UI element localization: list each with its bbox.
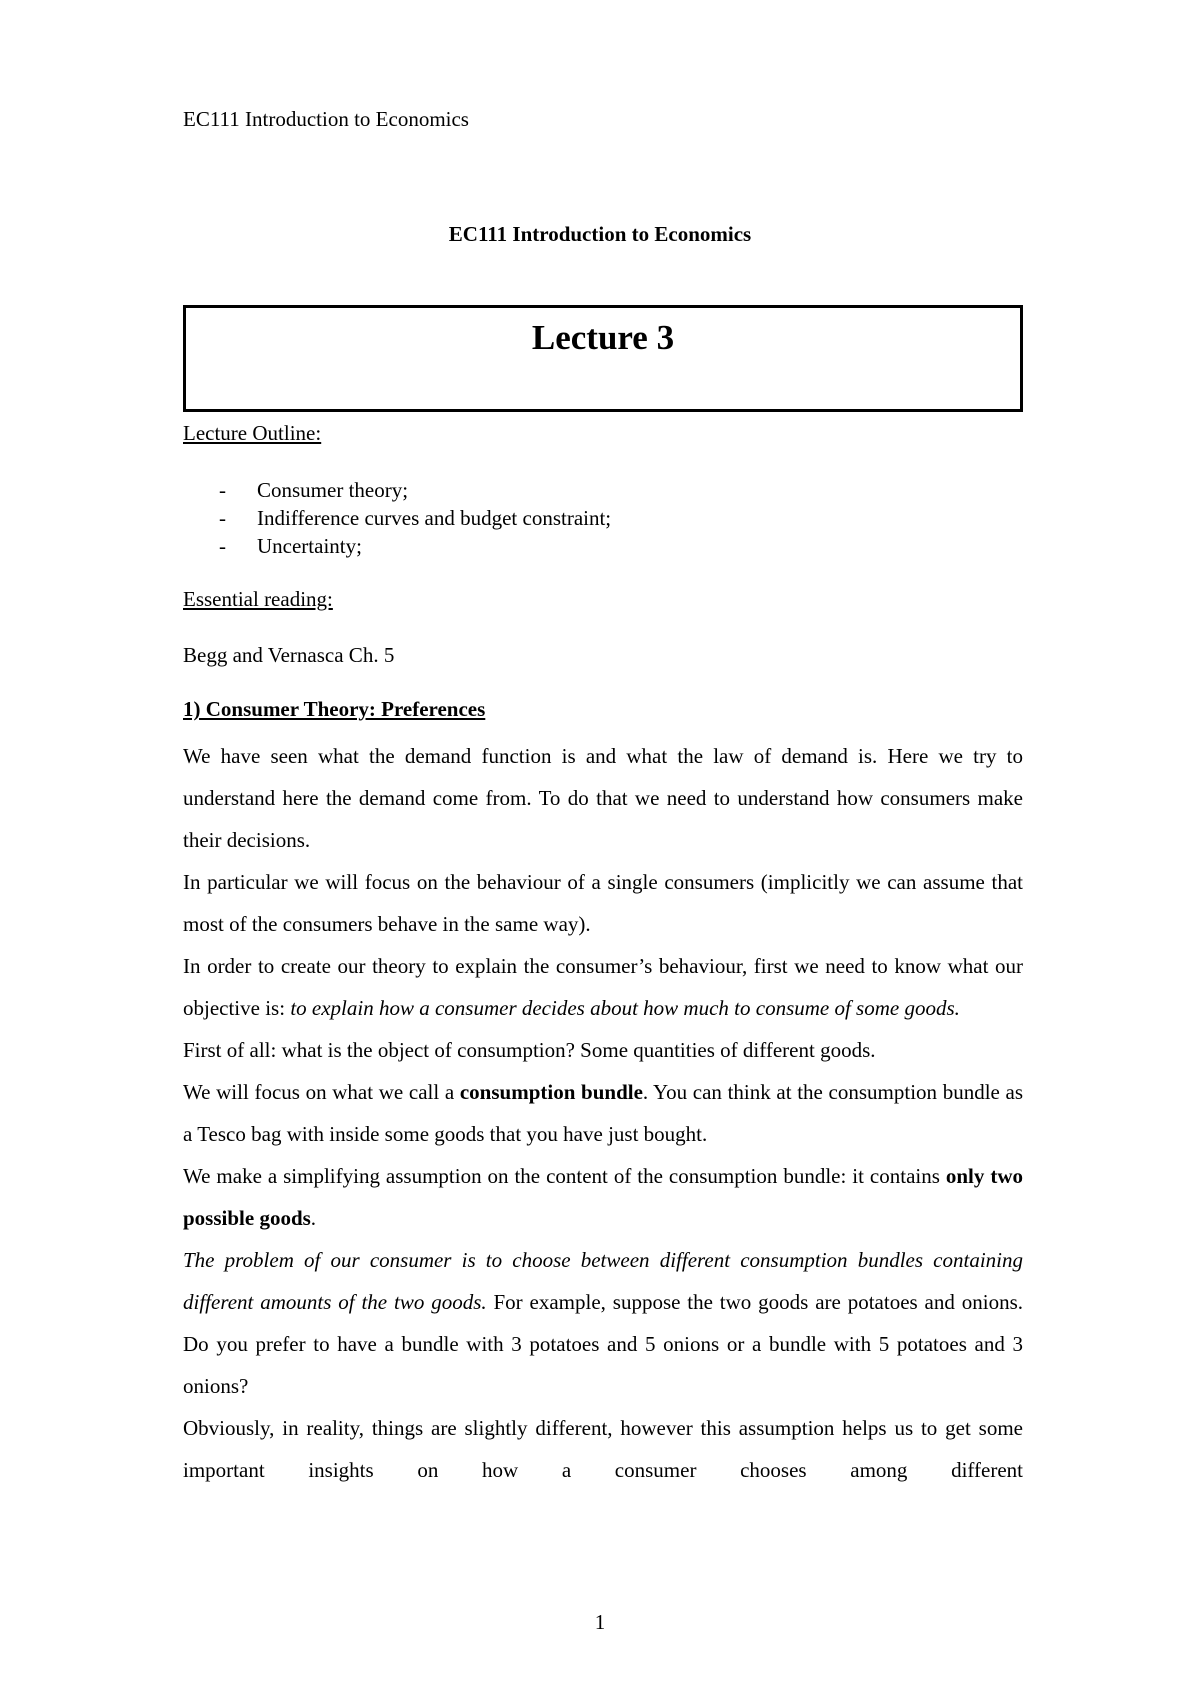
outline-item — [183, 504, 611, 532]
lecture-title: Lecture 3 — [531, 318, 675, 357]
problem-emphasis: The problem of our consumer is to choose between different consumption bundles containing different amounts of the two goods. — [183, 1248, 1023, 1314]
paragraph-text: . — [310, 1206, 317, 1230]
outline-item — [183, 532, 611, 560]
paragraph-text: We will focus on what we call a — [183, 1080, 460, 1104]
outline-item-text: Consumer theory; — [257, 478, 409, 502]
outline-list — [183, 476, 611, 560]
paragraph-text: In order to create our theory to explain the consumer’s behaviour, first we need to know what our objective is: — [183, 954, 1023, 1020]
outline-dash: - — [219, 478, 226, 502]
outline-heading: Lecture Outline: — [183, 421, 322, 445]
paragraph — [183, 1239, 1023, 1407]
outline-dash: - — [219, 506, 226, 530]
section-heading: 1) Consumer Theory: Preferences — [183, 697, 486, 721]
paragraph-text: We make a simplifying assumption on the content of the consumption bundle: it contains — [183, 1164, 946, 1188]
page-number: 1 — [594, 1610, 606, 1634]
outline-item — [183, 476, 611, 504]
lecture-title-box — [183, 305, 1023, 412]
outline-item-text: Uncertainty; — [257, 534, 362, 558]
document-title: EC111 Introduction to Economics — [448, 222, 752, 246]
two-goods-term: only two possible goods — [183, 1164, 1023, 1230]
consumption-bundle-term: consumption bundle — [459, 1080, 643, 1104]
reading-text: Begg and Vernasca Ch. 5 — [183, 643, 395, 667]
paragraph: First of all: what is the object of consumption? Some quantities of different goods. — [183, 1038, 876, 1062]
running-header: EC111 Introduction to Economics — [183, 107, 469, 131]
paragraph: In particular we will focus on the behaviour of a single consumers (implicitly we can assume that most of the consumers behave in the same way). — [183, 870, 1023, 936]
paragraph — [183, 945, 1023, 1029]
outline-dash: - — [219, 534, 226, 558]
reading-heading: Essential reading: — [183, 587, 333, 611]
paragraph-text: For example, suppose the two goods are potatoes and onions. Do you prefer to have a bundle with 3 potatoes and 5 onions or a bundle with 5 potatoes and 3 onions? — [183, 1290, 1023, 1398]
outline-item-text: Indifference curves and budget constraint; — [257, 506, 612, 530]
paragraph: Obviously, in reality, things are slightly different, however this assumption helps us to get some important insights on how a consumer chooses among different — [183, 1416, 1023, 1482]
paragraph: We have seen what the demand function is and what the law of demand is. Here we try to understand here the demand come from. To do that we need to understand how consumers make their decisions. — [183, 744, 1023, 852]
objective-emphasis: to explain how a consumer decides about how much to consume of some goods. — [290, 996, 960, 1020]
paragraph — [183, 1071, 1023, 1155]
section-body — [183, 735, 1023, 1491]
paragraph — [183, 1155, 1023, 1239]
paragraph-text: . You can think at the consumption bundle as a Tesco bag with inside some goods that you have just bought. — [183, 1080, 1024, 1146]
